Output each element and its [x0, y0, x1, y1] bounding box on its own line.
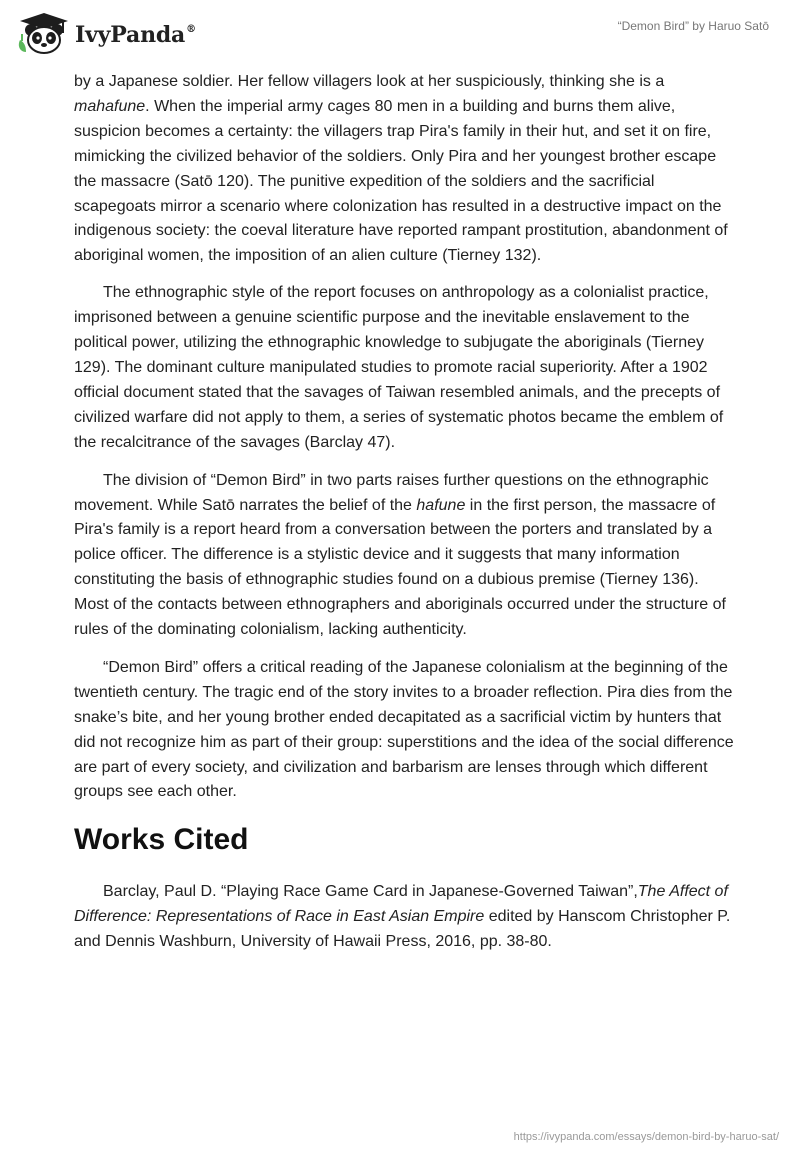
logo-wordmark: IvyPanda® — [75, 22, 196, 48]
source-url[interactable]: https://ivypanda.com/essays/demon-bird-by-haruo-sat/ — [513, 1131, 779, 1143]
running-title: “Demon Bird” by Haruo Satō — [617, 19, 769, 33]
paragraph-3: The division of “Demon Bird” in two parts raises further questions on the ethnographic movement. While Satō narrates the belief of the hafune in the first person, the massacre of Pira's family is a report heard from a conversation between the porters and translated by a police officer. The difference is a stylistic device and it suggests that many information constituting the basis of ethnographic studies found on a dubious premise (Tierney 136). Most of the contacts between ethnographers and aboriginals occurred under the structure of rules of the dominating colonialism, lacking authenticity. — [74, 471, 726, 639]
panda-graduate-logo-icon — [14, 10, 72, 54]
page-header — [0, 0, 800, 70]
paragraph-2: The ethnographic style of the report focuses on anthropology as a colonialist practice, imprisoned between a genuine scientific purpose and the inevitable enslavement to the political power, utilizing the ethnographic knowledge to subjugate the aboriginals (Tierney 129). The dominant culture manipulated studies to promote racial superiority. After a 1902 official document stated that the savages of Taiwan resembled animals, and the precepts of civilized warfare did not apply to them, a series of systematic photos became the emblem of the recalcitrance of the savages (Barclay 47). — [74, 284, 724, 451]
ivypanda-logo[interactable] — [14, 10, 196, 54]
paragraph-1: by a Japanese soldier. Her fellow villagers look at her suspiciously, thinking she is a mahafune. When the imperial army cages 80 men in a building and burns them alive, suspicion becomes a certainty: the villagers trap Pira's family in their hut, and set it on fire, mimicking the civilized behavior of the soldiers. Only Pira and her youngest brother escape the massacre (Satō 120). The punitive expedition of the soldiers and the sacrificial scapegoats mirror a scenario where colonization has resulted in a destructive impact on the indigenous society: the coeval literature have reported rampant prostitution, abandonment of aboriginal women, the imposition of an alien culture (Tierney 132). — [74, 73, 728, 265]
paragraph-4: “Demon Bird” offers a critical reading of the Japanese colonialism at the beginning of the twentieth century. The tragic end of the story invites to a broader reflection. Pira dies from the snake’s bite, and her young brother ended decapitated as a sacrificial victim by hunters that did not recognize him as part of their group: superstitions and the idea of the social difference are part of every society, and civilization and barbarism are lenses through which different groups see each other. — [74, 658, 734, 801]
essay-content — [74, 70, 734, 968]
works-cited-heading: Works Cited — [74, 823, 249, 857]
works-cited-entry: Barclay, Paul D. “Playing Race Game Card in Japanese-Governed Taiwan”,The Affect of Difference: Representations of Race in East Asian Empire edited by Hanscom Christopher P. and Dennis Washburn, University of Hawaii Press, 2016, pp. 38-80. — [74, 883, 731, 951]
